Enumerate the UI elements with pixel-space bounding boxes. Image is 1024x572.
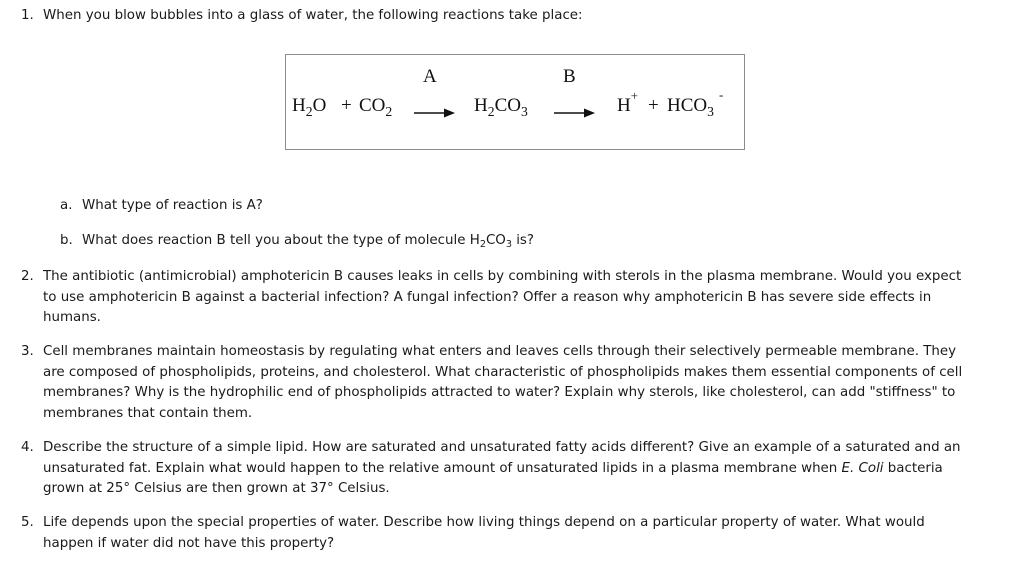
plus-sign: + — [341, 95, 352, 116]
question-text: When you blow bubbles into a glass of water, the following reactions take place: — [43, 8, 583, 23]
hydrogen-ion: H+ — [617, 87, 639, 116]
question-number: 3. — [21, 344, 34, 359]
reaction-arrow-a — [414, 107, 456, 119]
question-text: Cell membranes maintain homeostasis by regulating what enters and leaves cells through their selectively permeable membrane. They are composed of phospholipids, proteins, and cholesterol. What characteristic of phospholipids makes them essential components of cell membranes? Why is the hydrophilic end of phospholipids attracted to water? Explain why sterols, like cholesterol, can add "stiffness" to membranes that contain them. — [43, 344, 963, 421]
question-text: Life depends upon the special properties of water. Describe how living things depend on a particular property of water. What would happen if water did not have this property? — [43, 515, 925, 551]
sub-text: What type of reaction is A? — [82, 198, 263, 213]
sub-number: b. — [60, 233, 73, 248]
question-3 — [21, 342, 996, 424]
question-1 — [21, 6, 996, 27]
reaction-label-b: B — [563, 66, 576, 87]
reaction-equation-box — [285, 54, 745, 150]
plus-sign-2: + — [648, 95, 659, 116]
question-text: Describe the structure of a simple lipid. How are saturated and unsaturated fatty acids different? Give an example of a saturated and an unsaturated fat. Explain what would happen to the relative amount of unsaturated lipids in a plasma membrane when E. Coli bacteria grown at 25° Celsius are then grown at 37° Celsius. — [43, 440, 961, 497]
bicarbonate-ion: $HCO_3^-$ — [667, 86, 724, 119]
question-number: 4. — [21, 440, 34, 455]
question-1a — [60, 196, 960, 217]
question-number: 1. — [21, 8, 34, 23]
sub-number: a. — [60, 198, 73, 213]
question-1b — [60, 231, 960, 253]
question-5 — [21, 513, 996, 554]
reaction-label-a: A — [423, 66, 437, 87]
reactant-co2: $CO_2$ — [359, 95, 393, 119]
reactant-water: $H_2O$ — [292, 95, 327, 119]
question-number: 2. — [21, 269, 34, 284]
question-text: The antibiotic (antimicrobial) amphotericin B causes leaks in cells by combining with sterols in the plasma membrane. Would you expect to use amphotericin B against a bacterial infection? A fungal infection? Offer a reason why amphotericin B has severe side effects in humans. — [43, 269, 962, 326]
question-number: 5. — [21, 515, 34, 530]
sub-text: What does reaction B tell you about the type of molecule $H_2CO_3$ is? — [82, 233, 535, 251]
carbonic-acid: $H_2CO_3$ — [474, 95, 528, 119]
reaction-arrow-b — [554, 107, 596, 119]
question-2 — [21, 267, 996, 329]
question-4 — [21, 438, 996, 500]
